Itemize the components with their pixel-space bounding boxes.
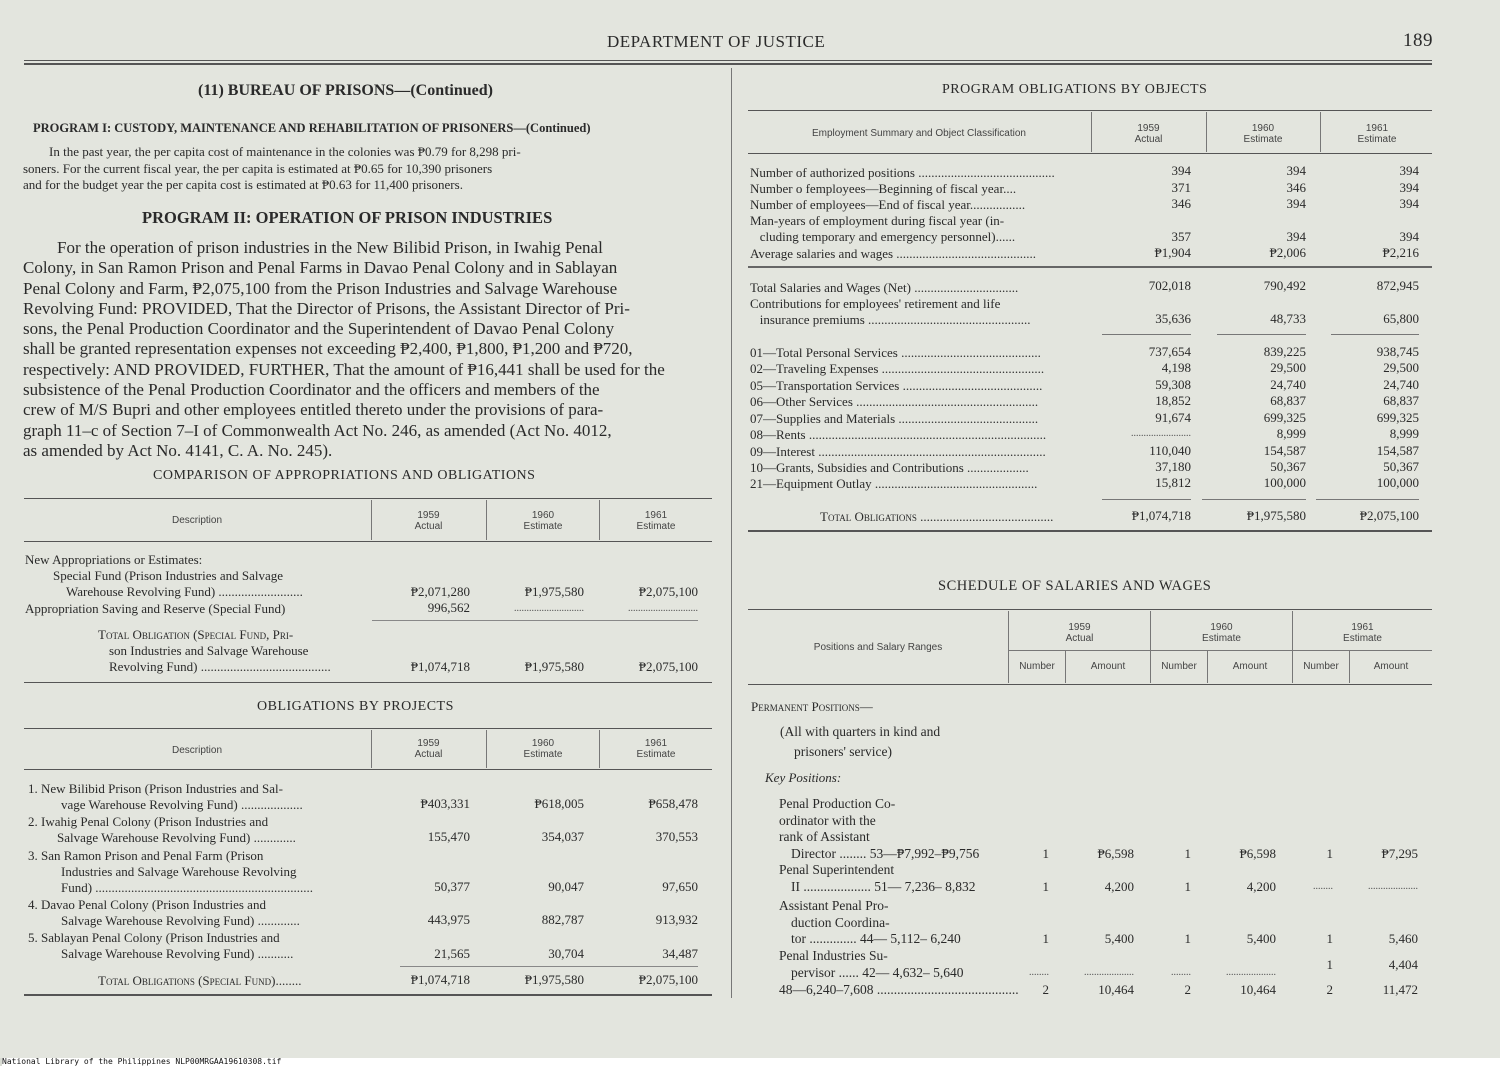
value-cell: 1 [1326,931,1333,946]
col-header-1961 [1293,622,1432,644]
note-line: (All with quarters in kind and [780,724,941,739]
value-cell: 1 [1326,956,1333,972]
value-cell: 100,000 [1376,475,1419,490]
value-cell: ₱2,075,100 [638,659,698,674]
table-rule [748,530,1432,532]
value-cell: 394 [1286,163,1306,178]
subtotal-rule [1202,499,1306,500]
table-rule [24,682,712,683]
position-line: Penal Superintendent [779,862,895,877]
value-cell: 21,565 [434,946,470,961]
value-cell: ₱2,216 [1382,245,1419,260]
value-cell: 18,852 [1155,393,1191,408]
value-cell: 4,404 [1388,956,1418,972]
position-line: rank of Assistant [779,829,870,844]
col-year: 1959 [1137,123,1160,134]
value-cell: 737,654 [1148,344,1191,359]
scan-footer: National Library of the Philippines NLP00MRGAA19610308.tif [2,1058,1500,1066]
col-year: 1959 [417,738,440,749]
project-line: Salvage Warehouse Revolving Fund) ............. [57,830,296,845]
col-kind: Estimate [1357,134,1397,145]
employment-row-label: Number of employees—End of fiscal year................. [750,197,1026,212]
col-header-1959 [1009,622,1150,644]
position-line: Director ........ 53—₱7,992–₱9,756 [791,845,980,861]
col-kind: Estimate [636,521,676,532]
text-line: sons, the Penal Production Coordinator and the Superintendent of Davao Penal Colony [23,319,615,339]
page-number: 189 [1403,30,1433,51]
col-header-1961 [600,510,712,532]
object-row-label: 05—Transportation Services ........................................... [750,378,1043,393]
value-cell: 371 [1171,180,1191,195]
subtotal-rule [372,620,698,621]
col-header-1960 [487,510,599,532]
value-cell: 790,492 [1263,278,1306,293]
value-cell: 4,200 [1104,878,1134,894]
total-label: Total Obligations ......................................... [820,509,1054,524]
table-rule [748,266,1432,268]
col-year: 1961 [644,510,668,521]
col-year: 1960 [1210,622,1233,633]
text-line: shall be granted representation expenses not exceeding ₱2,400, ₱1,800, ₱1,200 and ₱720, [23,339,633,359]
table-rule [748,153,1432,154]
value-cell: 1 [1042,931,1049,946]
col-kind: Estimate [523,749,563,760]
col-header-positions: Positions and Salary Ranges [813,642,943,653]
object-row-label: 06—Other Services ........................................................ [750,394,1039,409]
col-year: 1961 [644,738,668,749]
table-rule [748,110,1432,111]
value-cell: 354,037 [541,829,584,844]
total-label: Total Obligations (Special Fund)........ [98,973,302,988]
value-cell: ₱1,975,580 [1246,508,1306,523]
special-fund-line: Warehouse Revolving Fund) .......................... [66,584,303,599]
subtotal-rule [1217,334,1306,335]
value-cell: ₱1,975,580 [524,659,584,674]
col-kind: Estimate [636,749,676,760]
position-line: ordinator with the [779,812,876,828]
position-line: II .................... 51— 7,236– 8,832 [791,878,976,894]
col-header-1960 [487,738,599,760]
table-rule [24,498,712,499]
value-cell: 10,464 [1098,982,1134,997]
value-cell: 29,500 [1270,360,1306,375]
value-cell: 394 [1171,163,1191,178]
program-1-text [23,144,713,194]
text-line: subsistence of the Penal Production Coordinator and the officers and members of the [23,380,600,400]
value-cell: ₱658,478 [648,796,698,811]
value-cell: .................... [1368,880,1418,892]
col-header-1961 [600,738,712,760]
value-cell: 8,999 [1276,426,1306,441]
note-line: prisoners' service) [794,744,893,759]
col-kind: Actual [414,749,443,760]
value-cell: 154,587 [1263,443,1306,458]
value-cell: 5,460 [1388,931,1418,946]
subtotal-rule [400,966,698,967]
value-cell: 37,180 [1155,459,1191,474]
position-line: duction Coordina- [791,914,890,930]
col-header-description: Employment Summary and Object Classification [812,128,1026,139]
value-cell: 913,932 [655,912,698,927]
object-row-label: 07—Supplies and Materials ........................................... [750,411,1039,426]
value-cell: 394 [1399,196,1419,211]
col-kind: Estimate [1343,633,1382,644]
col-year: 1960 [531,738,555,749]
value-cell: 1 [1326,845,1333,861]
object-row-label: 10—Grants, Subsidies and Contributions ................... [750,460,1029,475]
value-cell: 938,745 [1376,344,1419,359]
table-rule [24,541,712,542]
table-rule [24,994,712,996]
value-cell: ₱1,975,580 [524,972,584,987]
project-line: Salvage Warehouse Revolving Fund) ........... [61,946,294,961]
employment-row-label: cluding temporary and emergency personnel)...... [750,229,1016,244]
value-cell: 370,553 [655,829,698,844]
value-cell: ₱2,075,100 [638,972,698,987]
salary-row-label: Total Salaries and Wages (Net) ................................ [750,280,1019,295]
value-cell: 50,367 [1383,459,1419,474]
value-cell: ............................ [514,603,584,614]
project-line: Industries and Salvage Warehouse Revolving [61,864,297,879]
col-header-1961 [1321,123,1433,145]
value-cell: 15,812 [1155,475,1191,490]
value-cell: ₱6,598 [1239,845,1276,861]
text-line: Colony, in San Ramon Prison and Penal Farms in Davao Penal Colony and in Sablayan [23,258,618,278]
project-line: 3. San Ramon Prison and Penal Farm (Prison [28,848,264,863]
object-row-label: 01—Total Personal Services ........................................... [750,345,1041,360]
project-line: 5. Sablayan Penal Colony (Prison Industries and [28,930,280,945]
text-line: In the past year, the per capita cost of maintenance in the colonies was ₱0.79 for 8,298 pri- [49,144,521,159]
subtotal-rule [1102,499,1191,500]
value-cell: ........ [1171,966,1191,978]
value-cell: ............................ [628,603,698,614]
value-cell: 839,225 [1263,344,1306,359]
col-header-1959 [372,510,485,532]
special-fund-line: Special Fund (Prison Industries and Salvage [53,568,283,583]
section-label: New Appropriations or Estimates: [25,552,203,567]
position-line: Assistant Penal Pro- [779,898,889,913]
program-2-text [23,238,718,461]
value-cell: 29,500 [1383,360,1419,375]
value-cell: 30,704 [548,946,584,961]
comparison-title: COMPARISON OF APPROPRIATIONS AND OBLIGATIONS [153,468,536,483]
value-cell: 35,636 [1155,311,1191,326]
value-cell: 155,470 [427,829,470,844]
sub-header-amount: Amount [1090,661,1126,672]
value-cell: 443,975 [427,912,470,927]
col-header-1959 [372,738,485,760]
project-line: 4. Davao Penal Colony (Prison Industries and [28,897,266,912]
text-line: crew of M/S Bupri and other employees entitled thereto under the provisions of para- [23,400,604,420]
text-line: respectively: AND PROVIDED, FURTHER, That the amount of ₱16,441 shall be used for the [23,359,665,379]
object-row-label: 09—Interest ...................................................................... [750,444,1046,459]
value-cell: 4,200 [1246,878,1276,894]
text-line: Penal Colony and Farm, ₱2,075,100 from the Prison Industries and Salvage Warehouse [23,278,618,298]
sub-header-number: Number [1019,661,1055,672]
col-kind: Actual [1065,633,1094,644]
value-cell: 394 [1286,196,1306,211]
value-cell: 59,308 [1155,377,1191,392]
col-year: 1959 [417,510,440,521]
col-header-description: Description [171,515,223,526]
table-rule [1009,650,1432,651]
text-line: as amended by Act No. 4141, C. A. No. 245). [23,440,333,460]
value-cell: ₱1,074,718 [410,659,470,674]
value-cell: ₱1,074,718 [1131,508,1191,523]
header-rule [24,60,1432,61]
employment-row-label: Man-years of employment during fiscal year (in- [750,213,1005,228]
projects-title: OBLIGATIONS BY PROJECTS [257,699,454,714]
value-cell: ........................ [1131,428,1191,439]
col-header-description: Description [171,745,223,756]
project-line: 2. Iwahig Penal Colony (Prison Industries and [28,814,269,829]
col-year: 1961 [1365,123,1389,134]
value-cell: 1 [1184,931,1191,946]
employment-row-label: Average salaries and wages ........................................... [750,246,1037,261]
value-cell: ₱7,295 [1381,845,1418,861]
header-rule-double [24,63,1432,65]
permanent-positions-label: Permanent Positions— [751,699,873,714]
saving-label: Appropriation Saving and Reserve (Special Fund) [25,601,286,616]
object-row-label: 02—Traveling Expenses .................................................. [750,361,1045,376]
col-year: 1960 [1251,123,1275,134]
value-cell: ₱2,071,280 [410,584,470,599]
sub-header-number: Number [1303,661,1339,672]
project-line: 1. New Bilibid Prison (Prison Industries and Sal- [28,781,283,796]
value-cell: 1 [1184,878,1191,894]
text-line: For the operation of prison industries in the New Bilibid Prison, in Iwahig Penal [57,238,603,257]
position-line: Penal Production Co- [779,796,896,811]
value-cell: ₱403,331 [420,796,470,811]
value-cell: 1 [1042,878,1049,894]
table-rule [24,769,712,770]
text-line: and for the budget year the per capita cost is estimated at ₱0.63 for 11,400 prisoners. [23,177,463,192]
value-cell: 91,674 [1155,410,1191,425]
value-cell: ........ [1029,966,1049,978]
salary-row-label: insurance premiums .................................................. [750,312,1031,327]
subtotal-rule [1331,334,1419,335]
value-cell: ₱2,006 [1269,245,1306,260]
position-line: 48—6,240–7,608 .......................................... [779,982,1019,997]
value-cell: ₱2,075,100 [638,584,698,599]
object-row-label: 08—Rents ......................................................................... [750,427,1047,442]
col-kind: Estimate [523,521,563,532]
value-cell: 48,733 [1270,311,1306,326]
value-cell: 702,018 [1148,278,1191,293]
project-line: Fund) ................................................................... [61,880,314,895]
value-cell: 882,787 [541,912,584,927]
value-cell: ₱6,598 [1097,845,1134,861]
subtotal-rule [1316,499,1419,500]
sub-header-amount: Amount [1373,661,1409,672]
value-cell: 154,587 [1376,443,1419,458]
value-cell: ₱2,075,100 [1359,508,1419,523]
value-cell: 2 [1042,982,1049,997]
value-cell: 100,000 [1263,475,1306,490]
value-cell: ........ [1313,880,1333,892]
col-header-1960 [1151,622,1292,644]
value-cell: 68,837 [1383,393,1419,408]
program-2-title: PROGRAM II: OPERATION OF PRISON INDUSTRIES [142,208,553,227]
salaries-title: SCHEDULE OF SALARIES AND WAGES [938,578,1212,594]
value-cell: 68,837 [1270,393,1306,408]
value-cell: 1 [1042,845,1049,861]
program-1-title: PROGRAM I: CUSTODY, MAINTENANCE AND REHABILITATION OF PRISONERS—(Continued) [33,121,591,135]
page-header-title: DEPARTMENT OF JUSTICE [607,32,826,51]
value-cell: 346 [1286,180,1306,195]
total-line: Revolving Fund) ........................................ [109,659,331,674]
sub-header-amount: Amount [1232,661,1268,672]
value-cell: .................... [1226,966,1276,978]
salary-row-label: Contributions for employees' retirement and life [750,296,1001,311]
value-cell: 50,367 [1270,459,1306,474]
subtotal-rule [1102,334,1191,335]
value-cell: 10,464 [1240,982,1276,997]
table-rule [748,684,1432,685]
value-cell: 346 [1171,196,1191,211]
value-cell: 2 [1326,982,1333,997]
position-line: pervisor ...... 42— 4,632– 5,640 [791,964,964,980]
objects-title: PROGRAM OBLIGATIONS BY OBJECTS [942,82,1208,97]
employment-row-label: Number of authorized positions .......................................... [750,165,1055,180]
col-kind: Actual [414,521,443,532]
total-line: son Industries and Salvage Warehouse [109,643,309,658]
text-line: Revolving Fund: PROVIDED, That the Director of Prisons, the Assistant Director of Pri- [23,298,630,318]
value-cell: ₱618,005 [534,796,584,811]
table-rule [24,728,712,729]
col-kind: Estimate [1243,134,1283,145]
col-year: 1959 [1068,622,1091,633]
value-cell: 394 [1399,163,1419,178]
value-cell: 4,198 [1161,360,1191,375]
total-line: Total Obligation (Special Fund, Pri- [98,627,294,642]
bureau-title: (11) BUREAU OF PRISONS—(Continued) [198,82,493,99]
value-cell: ₱1,074,718 [410,972,470,987]
value-cell: 110,040 [1149,443,1191,458]
value-cell: 5,400 [1104,931,1134,946]
sub-header-number: Number [1161,661,1197,672]
value-cell: ₱1,904 [1154,245,1191,260]
col-header-1960 [1207,123,1319,145]
value-cell: 50,377 [434,879,470,894]
value-cell: 394 [1286,229,1306,244]
table-rule [748,609,1432,610]
value-cell: 5,400 [1246,931,1276,946]
object-row-label: 21—Equipment Outlay .................................................. [750,476,1038,491]
value-cell: 97,650 [662,879,698,894]
value-cell: 357 [1171,229,1191,244]
value-cell: 872,945 [1376,278,1419,293]
value-cell: 65,800 [1383,311,1419,326]
value-cell: 394 [1399,229,1419,244]
value-cell: 1 [1184,845,1191,861]
employment-row-label: Number o femployees—Beginning of fiscal year.... [750,181,1017,196]
value-cell: 24,740 [1383,377,1419,392]
value-cell: 90,047 [548,879,584,894]
key-positions-label: Key Positions: [765,770,842,785]
project-line: vage Warehouse Revolving Fund) ................... [61,797,303,812]
col-kind: Estimate [1202,633,1241,644]
value-cell: 8,999 [1389,426,1419,441]
position-line: Penal Industries Su- [779,948,888,963]
col-header-1959 [1092,123,1205,145]
value-cell: 11,472 [1382,982,1418,997]
col-year: 1960 [531,510,555,521]
position-line: tor .............. 44— 5,112– 6,240 [791,931,961,946]
project-line: Salvage Warehouse Revolving Fund) ............. [61,913,300,928]
value-cell: ₱1,975,580 [524,584,584,599]
value-cell: 699,325 [1263,410,1306,425]
value-cell: 699,325 [1376,410,1419,425]
column-divider [731,68,732,998]
value-cell: 996,562 [427,600,470,615]
text-line: graph 11–c of Section 7–I of Commonwealth Act No. 246, as amended (Act No. 4012, [23,420,612,440]
value-cell: 24,740 [1270,377,1306,392]
text-line: soners. For the current fiscal year, the per capita is estimated at ₱0.65 for 10,390 prisoners [23,160,493,176]
value-cell: 2 [1184,982,1191,997]
value-cell: 394 [1399,180,1419,195]
col-year: 1961 [1351,622,1374,633]
value-cell: .................... [1084,966,1134,978]
value-cell: 34,487 [662,946,698,961]
col-kind: Actual [1134,134,1163,145]
